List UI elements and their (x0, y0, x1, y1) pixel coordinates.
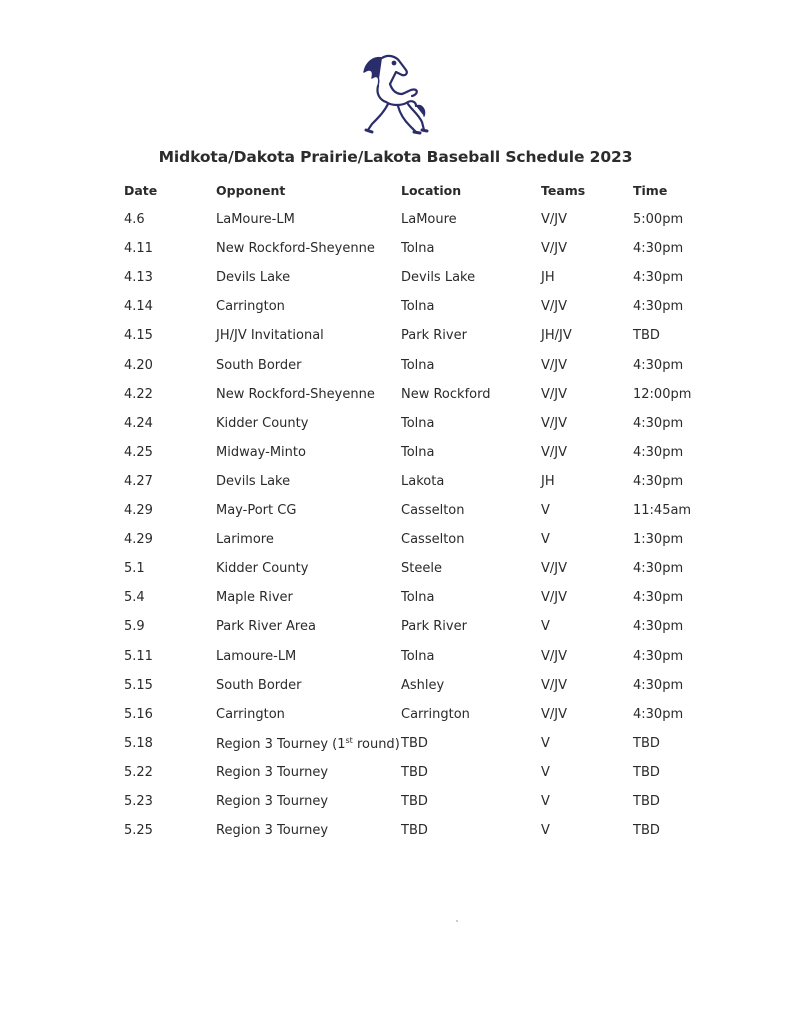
table-row (0, 707, 791, 727)
table-row (0, 416, 791, 436)
cell-date: 4.15 (124, 328, 153, 344)
cell-time: TBD (633, 735, 660, 751)
scan-speck (456, 920, 458, 922)
cell-time: TBD (633, 794, 660, 809)
cell-teams: V/JV (541, 590, 567, 606)
cell-date: 4.24 (124, 415, 153, 431)
cell-date: 4.22 (124, 386, 153, 402)
cell-time: 4:30pm (633, 648, 684, 664)
cell-opponent: New Rockford-Sheyenne (216, 241, 375, 257)
cell-opponent: Carrington (216, 706, 285, 722)
cell-opponent: Kidder County (216, 561, 309, 577)
cell-location: TBD (401, 764, 428, 780)
cell-time: TBD (633, 328, 660, 344)
cell-teams: V/JV (541, 706, 567, 722)
cell-opponent: Lamoure-LM (216, 648, 297, 664)
cell-date: 4.20 (124, 357, 153, 373)
cell-time: 12:00pm (633, 386, 692, 402)
table-row (0, 474, 791, 494)
cell-teams: V/JV (541, 212, 567, 227)
cell-date: 5.23 (124, 794, 153, 809)
cell-time: 4:30pm (633, 473, 684, 489)
cell-opponent: Region 3 Tourney (216, 764, 329, 780)
cell-location: Tolna (401, 444, 435, 460)
table-row (0, 299, 791, 319)
cell-opponent: Devils Lake (216, 473, 291, 489)
cell-time: TBD (633, 823, 660, 839)
table-row (0, 678, 791, 698)
table-row (0, 270, 791, 290)
cell-teams: V/JV (541, 648, 567, 664)
cell-date: 4.29 (124, 532, 153, 548)
cell-date: 4.29 (124, 503, 153, 518)
header-opponent: Opponent (216, 183, 286, 198)
cell-time: 11:45am (633, 503, 692, 518)
cell-date: 5.16 (124, 706, 153, 722)
cell-location: Devils Lake (401, 270, 476, 286)
cell-teams: V (541, 532, 550, 548)
cell-opponent: Park River Area (216, 619, 316, 635)
cell-date: 5.1 (124, 561, 145, 577)
table-row (0, 503, 791, 523)
cell-location: TBD (401, 794, 428, 809)
table-row (0, 561, 791, 581)
table-row (0, 328, 791, 348)
cell-teams: V (541, 619, 550, 635)
cell-time: 4:30pm (633, 299, 684, 315)
cell-location: Lakota (401, 473, 445, 489)
cell-date: 5.4 (124, 590, 145, 606)
table-row (0, 358, 791, 378)
table-row (0, 590, 791, 610)
cell-opponent: Region 3 Tourney (216, 823, 329, 839)
cell-teams: V (541, 503, 550, 518)
header-date: Date (124, 183, 158, 198)
cell-opponent: Devils Lake (216, 270, 291, 286)
cell-location: Park River (401, 619, 467, 635)
cell-location: Carrington (401, 706, 470, 722)
cell-date: 5.18 (124, 735, 153, 751)
cell-opponent: New Rockford-Sheyenne (216, 386, 375, 402)
cell-time: 4:30pm (633, 561, 684, 577)
cell-location: Ashley (401, 677, 445, 693)
cell-time: 4:30pm (633, 706, 684, 722)
cell-teams: V/JV (541, 357, 567, 373)
header-location: Location (401, 183, 462, 198)
header-teams: Teams (541, 183, 586, 198)
cell-opponent: South Border (216, 357, 302, 373)
table-row (0, 765, 791, 785)
table-row (0, 532, 791, 552)
cell-opponent: LaMoure-LM (216, 212, 295, 227)
cell-date: 5.15 (124, 677, 153, 693)
cell-opponent: JH/JV Invitational (216, 328, 324, 344)
cell-teams: V/JV (541, 415, 567, 431)
cell-location: Tolna (401, 299, 435, 315)
table-row (0, 387, 791, 407)
cell-teams: V/JV (541, 386, 567, 402)
cell-teams: JH (541, 270, 555, 286)
cell-opponent: Kidder County (216, 415, 309, 431)
cell-opponent: Region 3 Tourney (216, 794, 329, 809)
table-row (0, 445, 791, 465)
cell-date: 4.25 (124, 444, 153, 460)
cell-location: Casselton (401, 503, 465, 518)
page-title: Midkota/Dakota Prairie/Lakota Baseball Schedule 2023 (158, 148, 633, 166)
cell-opponent: Carrington (216, 299, 285, 315)
cell-teams: V/JV (541, 677, 567, 693)
cell-time: 4:30pm (633, 590, 684, 606)
cell-date: 4.13 (124, 270, 153, 286)
cell-time: 4:30pm (633, 619, 684, 635)
cell-date: 4.27 (124, 473, 153, 489)
cell-teams: V (541, 794, 550, 809)
cell-date: 5.22 (124, 764, 153, 780)
cell-teams: V (541, 823, 550, 839)
cell-time: 4:30pm (633, 357, 684, 373)
cell-time: 5:00pm (633, 212, 684, 227)
cell-time: TBD (633, 764, 660, 780)
cell-date: 5.11 (124, 648, 153, 664)
cell-location: TBD (401, 823, 428, 839)
cell-opponent: May-Port CG (216, 503, 297, 518)
mustang-horse-logo (352, 48, 432, 138)
cell-location: LaMoure (401, 212, 457, 227)
cell-date: 5.25 (124, 823, 153, 839)
cell-time: 4:30pm (633, 241, 684, 257)
cell-teams: JH (541, 473, 555, 489)
cell-teams: V (541, 764, 550, 780)
cell-location: Tolna (401, 648, 435, 664)
table-row (0, 212, 791, 232)
cell-date: 4.11 (124, 241, 153, 257)
cell-location: New Rockford (401, 386, 491, 402)
cell-location: Casselton (401, 532, 465, 548)
cell-time: 1:30pm (633, 532, 684, 548)
cell-opponent: South Border (216, 677, 302, 693)
cell-location: Tolna (401, 241, 435, 257)
cell-location: Park River (401, 328, 467, 344)
table-row (0, 649, 791, 669)
cell-date: 4.14 (124, 299, 153, 315)
cell-opponent: Maple River (216, 590, 293, 606)
cell-time: 4:30pm (633, 415, 684, 431)
cell-location: Tolna (401, 415, 435, 431)
table-row (0, 241, 791, 261)
cell-date: 4.6 (124, 212, 145, 227)
cell-location: Steele (401, 561, 442, 577)
cell-teams: V/JV (541, 241, 567, 257)
header-time: Time (633, 183, 668, 198)
cell-location: Tolna (401, 357, 435, 373)
cell-opponent: Larimore (216, 532, 274, 548)
cell-teams: V/JV (541, 444, 567, 460)
cell-teams: V (541, 735, 550, 751)
cell-teams: V/JV (541, 299, 567, 315)
cell-time: 4:30pm (633, 444, 684, 460)
cell-time: 4:30pm (633, 677, 684, 693)
cell-teams: V/JV (541, 561, 567, 577)
cell-opponent: Region 3 Tourney (1st round) (216, 735, 400, 752)
table-row (0, 794, 791, 814)
table-header (0, 183, 791, 203)
cell-time: 4:30pm (633, 270, 684, 286)
table-row (0, 736, 791, 756)
cell-location: TBD (401, 735, 428, 751)
cell-opponent: Midway-Minto (216, 444, 306, 460)
cell-location: Tolna (401, 590, 435, 606)
table-row (0, 619, 791, 639)
cell-teams: JH/JV (541, 328, 572, 344)
cell-date: 5.9 (124, 619, 145, 635)
table-row (0, 823, 791, 843)
